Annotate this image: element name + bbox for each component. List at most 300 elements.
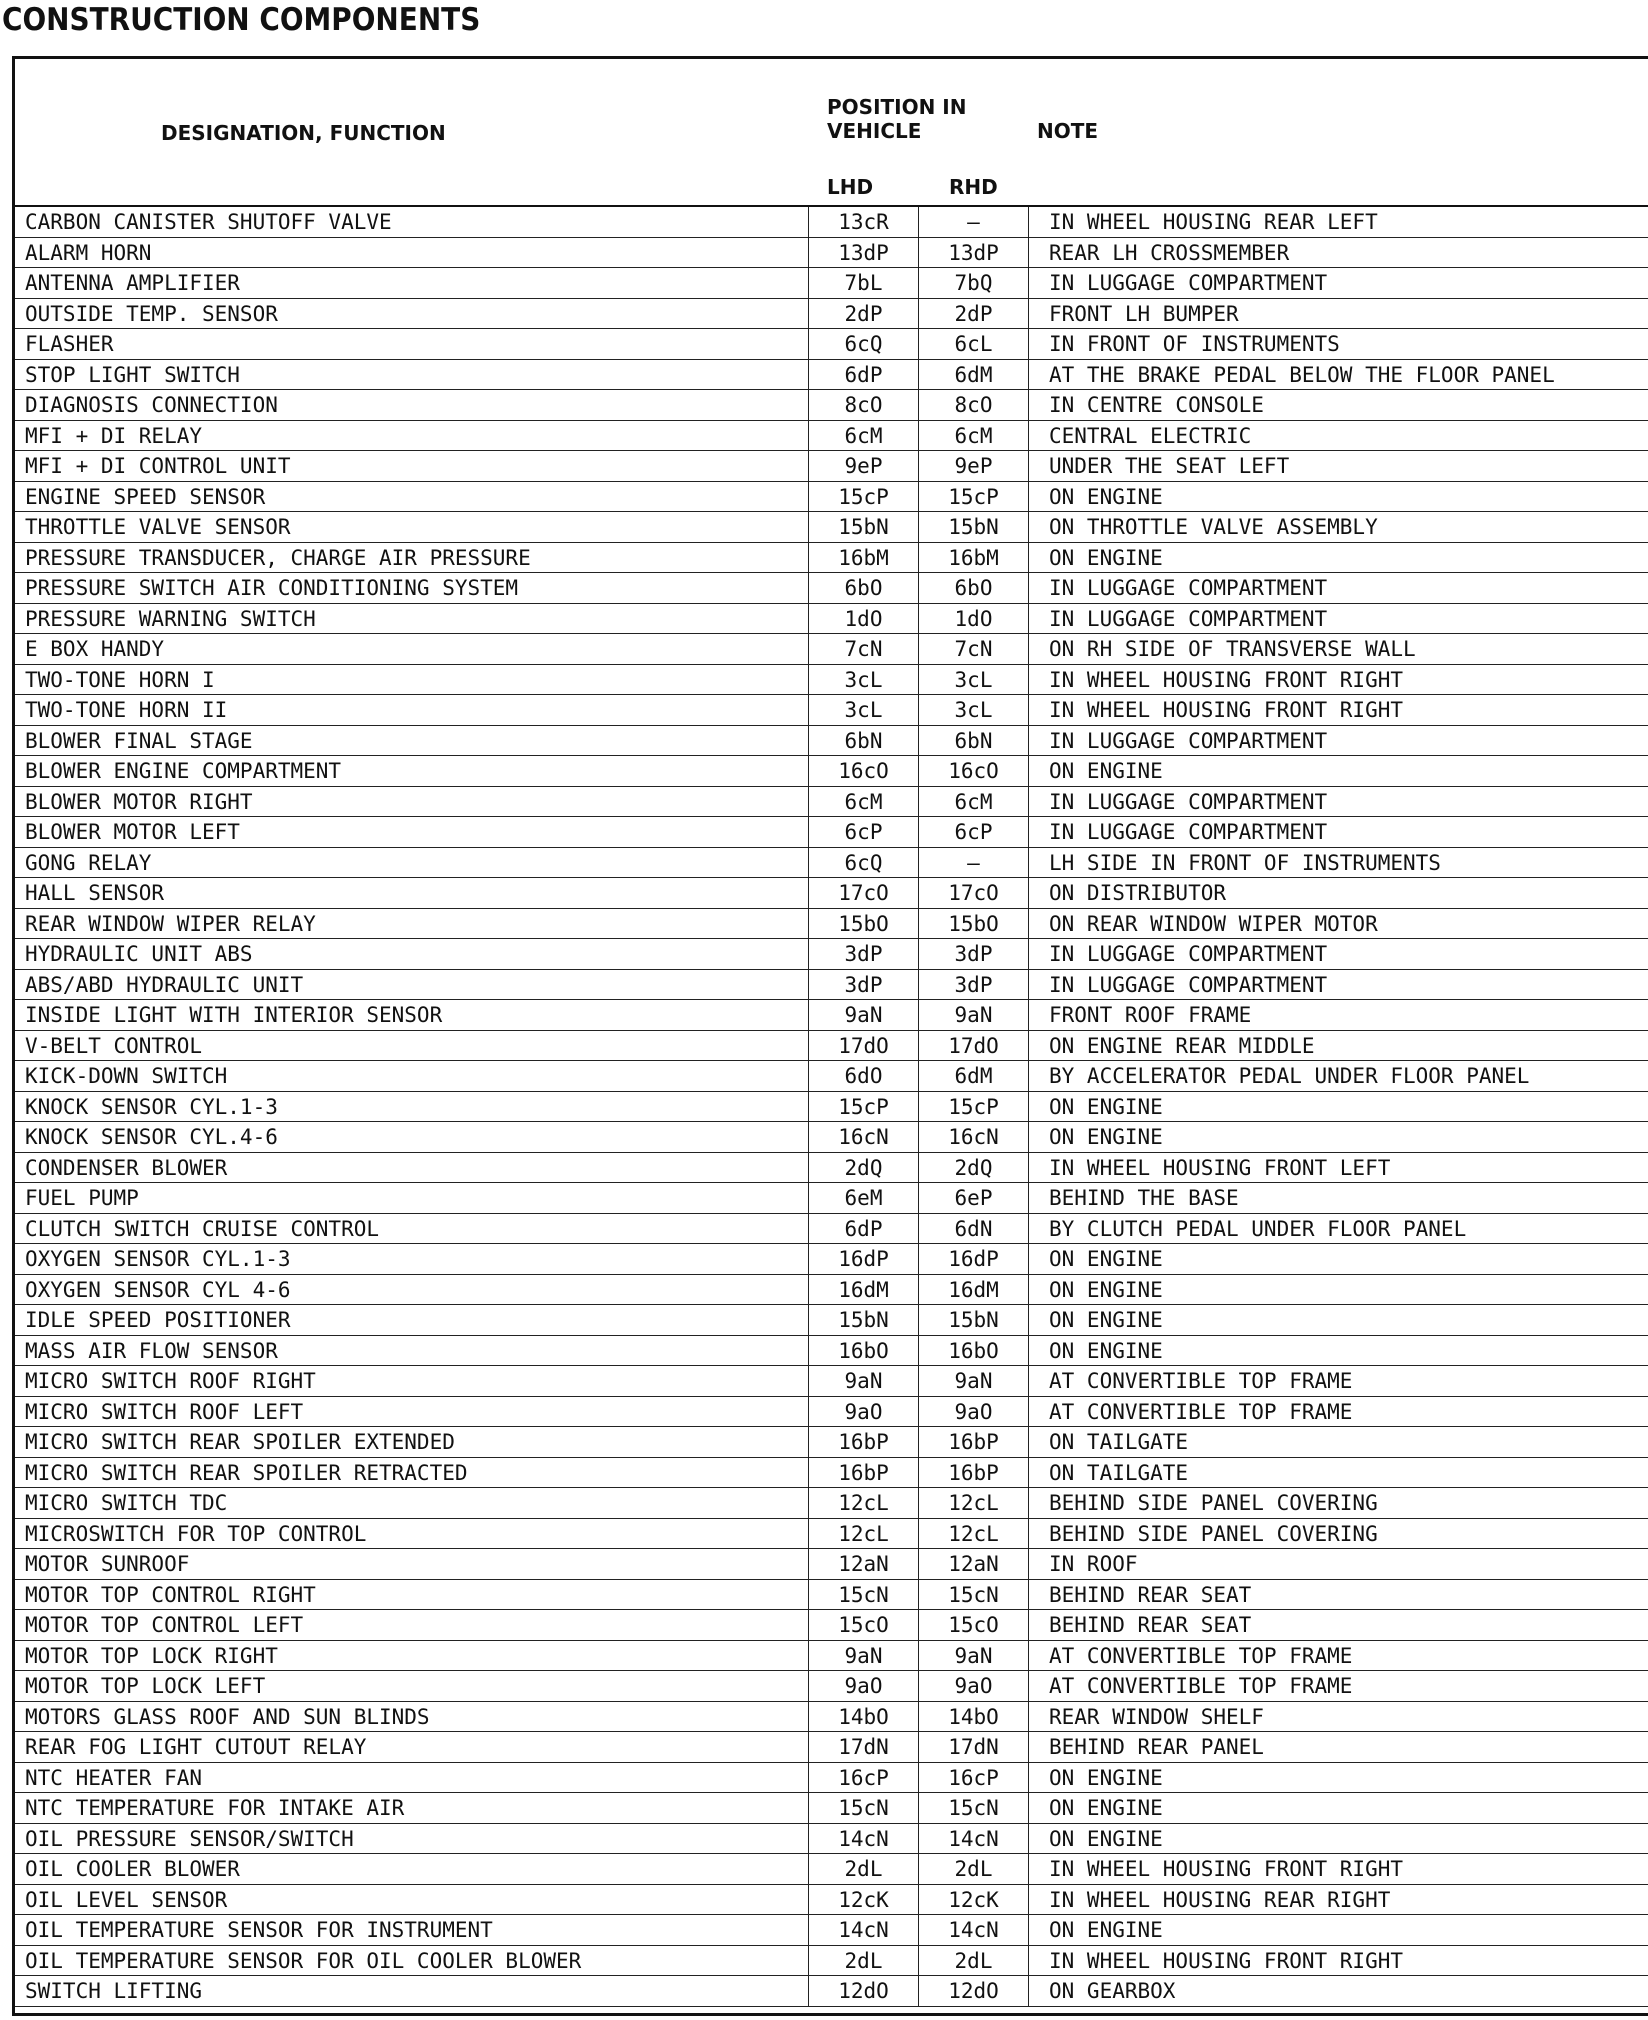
- note-cell: BEHIND REAR PANEL: [1028, 1732, 1648, 1762]
- designation-cell: NTC TEMPERATURE FOR INTAKE AIR: [25, 1796, 405, 1820]
- rhd-cell: 15cN: [918, 1580, 1028, 1610]
- designation-cell: PRESSURE SWITCH AIR CONDITIONING SYSTEM: [25, 576, 519, 600]
- note-cell: BY ACCELERATOR PEDAL UNDER FLOOR PANEL: [1028, 1061, 1648, 1091]
- rhd-cell: 2dQ: [918, 1153, 1028, 1183]
- rhd-cell: 6dM: [918, 1061, 1028, 1091]
- lhd-cell: 2dQ: [808, 1153, 918, 1183]
- designation-cell: TWO-TONE HORN I: [25, 667, 215, 692]
- lhd-cell: 14cN: [808, 1824, 918, 1854]
- table-row: [15, 1183, 1648, 1214]
- designation-cell: MOTORS GLASS ROOF AND SUN BLINDS: [25, 1704, 430, 1729]
- designation-cell: REAR FOG LIGHT CUTOUT RELAY: [25, 1735, 367, 1759]
- lhd-cell: 6cP: [808, 817, 918, 847]
- lhd-cell: 14bO: [808, 1702, 918, 1732]
- table-row: [15, 665, 1648, 696]
- table-row: [15, 1885, 1648, 1916]
- table-row: [15, 848, 1648, 879]
- note-cell: BEHIND REAR SEAT: [1028, 1610, 1648, 1640]
- lhd-cell: 16dP: [808, 1244, 918, 1274]
- note-cell: IN WHEEL HOUSING REAR LEFT: [1028, 207, 1648, 237]
- table-body: [15, 207, 1648, 2007]
- note-cell: ON ENGINE: [1028, 1244, 1648, 1274]
- lhd-cell: 17dN: [808, 1732, 918, 1762]
- note-cell: IN LUGGAGE COMPARTMENT: [1028, 268, 1648, 298]
- lhd-cell: 12dO: [808, 1976, 918, 2006]
- header-rhd: RHD: [949, 175, 998, 199]
- lhd-cell: 3cL: [808, 665, 918, 695]
- note-cell: ON DISTRIBUTOR: [1028, 878, 1648, 908]
- note-cell: ON ENGINE: [1028, 543, 1648, 573]
- note-cell: AT THE BRAKE PEDAL BELOW THE FLOOR PANEL: [1028, 360, 1648, 390]
- designation-cell: ALARM HORN: [25, 240, 152, 265]
- designation-cell: V-BELT CONTROL: [25, 1033, 203, 1058]
- table-row: [15, 1519, 1648, 1550]
- designation-cell: GONG RELAY: [25, 850, 152, 875]
- designation-cell: OIL COOLER BLOWER: [25, 1857, 240, 1881]
- designation-cell: TWO-TONE HORN II: [25, 698, 228, 722]
- lhd-cell: 9aO: [808, 1397, 918, 1427]
- note-cell: ON ENGINE: [1028, 1824, 1648, 1854]
- lhd-cell: 6cQ: [808, 848, 918, 878]
- rhd-cell: —: [918, 848, 1028, 878]
- rhd-cell: 16bO: [918, 1336, 1028, 1366]
- rhd-cell: 3cL: [918, 695, 1028, 725]
- note-cell: ON ENGINE REAR MIDDLE: [1028, 1031, 1648, 1061]
- rhd-cell: 2dP: [918, 299, 1028, 329]
- designation-cell: FUEL PUMP: [25, 1186, 139, 1210]
- note-cell: ON ENGINE: [1028, 1915, 1648, 1945]
- lhd-cell: 6cM: [808, 421, 918, 451]
- table-row: [15, 421, 1648, 452]
- note-cell: IN LUGGAGE COMPARTMENT: [1028, 970, 1648, 1000]
- rhd-cell: 17cO: [918, 878, 1028, 908]
- note-cell: ON RH SIDE OF TRANSVERSE WALL: [1028, 634, 1648, 664]
- table-row: [15, 207, 1648, 238]
- table-row: [15, 1915, 1648, 1946]
- rhd-cell: 3cL: [918, 665, 1028, 695]
- designation-cell: OIL PRESSURE SENSOR/SWITCH: [25, 1826, 354, 1851]
- rhd-cell: 12cK: [918, 1885, 1028, 1915]
- lhd-cell: 12cL: [808, 1519, 918, 1549]
- lhd-cell: 9aN: [808, 1366, 918, 1396]
- designation-cell: CLUTCH SWITCH CRUISE CONTROL: [25, 1216, 380, 1241]
- components-table: [12, 56, 1648, 2016]
- designation-cell: MICRO SWITCH ROOF RIGHT: [25, 1369, 316, 1393]
- table-row: [15, 1275, 1648, 1306]
- table-row: [15, 390, 1648, 421]
- note-cell: ON GEARBOX: [1028, 1976, 1648, 2006]
- rhd-cell: 6bO: [918, 573, 1028, 603]
- lhd-cell: 16dM: [808, 1275, 918, 1305]
- rhd-cell: 9aN: [918, 1000, 1028, 1030]
- note-cell: ON ENGINE: [1028, 1336, 1648, 1366]
- header-position: POSITION IN VEHICLE: [827, 95, 967, 143]
- rhd-cell: 15cP: [918, 1092, 1028, 1122]
- designation-cell: MICROSWITCH FOR TOP CONTROL: [25, 1521, 367, 1546]
- lhd-cell: 6cM: [808, 787, 918, 817]
- designation-cell: HYDRAULIC UNIT ABS: [25, 942, 253, 966]
- table-row: [15, 1366, 1648, 1397]
- table-row: [15, 695, 1648, 726]
- designation-cell: ANTENNA AMPLIFIER: [25, 271, 240, 295]
- lhd-cell: 13dP: [808, 238, 918, 268]
- designation-cell: PRESSURE TRANSDUCER, CHARGE AIR PRESSURE: [25, 545, 531, 570]
- table-row: [15, 1122, 1648, 1153]
- designation-cell: BLOWER ENGINE COMPARTMENT: [25, 759, 342, 783]
- table-row: [15, 1214, 1648, 1245]
- note-cell: UNDER THE SEAT LEFT: [1028, 451, 1648, 481]
- rhd-cell: 15bN: [918, 1305, 1028, 1335]
- table-row: [15, 909, 1648, 940]
- note-cell: LH SIDE IN FRONT OF INSTRUMENTS: [1028, 848, 1648, 878]
- designation-cell: OIL LEVEL SENSOR: [25, 1887, 228, 1912]
- note-cell: BY CLUTCH PEDAL UNDER FLOOR PANEL: [1028, 1214, 1648, 1244]
- designation-cell: CONDENSER BLOWER: [25, 1155, 228, 1180]
- designation-cell: HALL SENSOR: [25, 881, 165, 905]
- lhd-cell: 2dP: [808, 299, 918, 329]
- lhd-cell: 7cN: [808, 634, 918, 664]
- rhd-cell: 7bQ: [918, 268, 1028, 298]
- table-row: [15, 1305, 1648, 1336]
- rhd-cell: 14cN: [918, 1824, 1028, 1854]
- rhd-cell: 15bO: [918, 909, 1028, 939]
- table-row: [15, 634, 1648, 665]
- table-row: [15, 573, 1648, 604]
- note-cell: IN WHEEL HOUSING FRONT RIGHT: [1028, 1946, 1648, 1976]
- designation-cell: IDLE SPEED POSITIONER: [25, 1308, 291, 1332]
- note-cell: REAR WINDOW SHELF: [1028, 1702, 1648, 1732]
- lhd-cell: 15bN: [808, 1305, 918, 1335]
- lhd-cell: 12aN: [808, 1549, 918, 1579]
- rhd-cell: 16dM: [918, 1275, 1028, 1305]
- lhd-cell: 15cO: [808, 1610, 918, 1640]
- rhd-cell: 2dL: [918, 1946, 1028, 1976]
- rhd-cell: 8cO: [918, 390, 1028, 420]
- rhd-cell: 13dP: [918, 238, 1028, 268]
- lhd-cell: 15cP: [808, 482, 918, 512]
- note-cell: ON ENGINE: [1028, 1763, 1648, 1793]
- designation-cell: MASS AIR FLOW SENSOR: [25, 1338, 278, 1363]
- designation-cell: MICRO SWITCH REAR SPOILER RETRACTED: [25, 1460, 468, 1485]
- note-cell: AT CONVERTIBLE TOP FRAME: [1028, 1366, 1648, 1396]
- rhd-cell: 16bM: [918, 543, 1028, 573]
- table-row: [15, 817, 1648, 848]
- designation-cell: NTC HEATER FAN: [25, 1765, 203, 1790]
- designation-cell: THROTTLE VALVE SENSOR: [25, 515, 291, 539]
- designation-cell: ABS/ABD HYDRAULIC UNIT: [25, 972, 304, 997]
- rhd-cell: 6dM: [918, 360, 1028, 390]
- designation-cell: MOTOR TOP LOCK RIGHT: [25, 1643, 278, 1668]
- rhd-cell: 14cN: [918, 1915, 1028, 1945]
- lhd-cell: 16bP: [808, 1427, 918, 1457]
- designation-cell: KNOCK SENSOR CYL.4-6: [25, 1125, 278, 1149]
- header-lhd: LHD: [827, 175, 874, 199]
- lhd-cell: 15cN: [808, 1580, 918, 1610]
- table-row: [15, 1549, 1648, 1580]
- rhd-cell: 17dN: [918, 1732, 1028, 1762]
- rhd-cell: 15cO: [918, 1610, 1028, 1640]
- note-cell: ON ENGINE: [1028, 1305, 1648, 1335]
- rhd-cell: 6dN: [918, 1214, 1028, 1244]
- note-cell: ON REAR WINDOW WIPER MOTOR: [1028, 909, 1648, 939]
- note-cell: IN LUGGAGE COMPARTMENT: [1028, 939, 1648, 969]
- designation-cell: KICK-DOWN SWITCH: [25, 1064, 228, 1088]
- table-row: [15, 1153, 1648, 1184]
- rhd-cell: 6eP: [918, 1183, 1028, 1213]
- table-row: [15, 1671, 1648, 1702]
- table-row: [15, 451, 1648, 482]
- lhd-cell: 15bN: [808, 512, 918, 542]
- rhd-cell: 9eP: [918, 451, 1028, 481]
- rhd-cell: 9aO: [918, 1671, 1028, 1701]
- note-cell: IN LUGGAGE COMPARTMENT: [1028, 604, 1648, 634]
- table-row: [15, 1854, 1648, 1885]
- note-cell: IN LUGGAGE COMPARTMENT: [1028, 726, 1648, 756]
- note-cell: IN ROOF: [1028, 1549, 1648, 1579]
- designation-cell: MICRO SWITCH REAR SPOILER EXTENDED: [25, 1430, 455, 1454]
- note-cell: AT CONVERTIBLE TOP FRAME: [1028, 1397, 1648, 1427]
- rhd-cell: 9aN: [918, 1366, 1028, 1396]
- note-cell: AT CONVERTIBLE TOP FRAME: [1028, 1641, 1648, 1671]
- lhd-cell: 17cO: [808, 878, 918, 908]
- designation-cell: MFI + DI CONTROL UNIT: [25, 454, 291, 478]
- rhd-cell: 15bN: [918, 512, 1028, 542]
- table-row: [15, 1580, 1648, 1611]
- lhd-cell: 8cO: [808, 390, 918, 420]
- note-cell: IN LUGGAGE COMPARTMENT: [1028, 817, 1648, 847]
- note-cell: AT CONVERTIBLE TOP FRAME: [1028, 1671, 1648, 1701]
- rhd-cell: 6cL: [918, 329, 1028, 359]
- designation-cell: PRESSURE WARNING SWITCH: [25, 606, 316, 631]
- table-row: [15, 329, 1648, 360]
- note-cell: ON ENGINE: [1028, 756, 1648, 786]
- rhd-cell: 14bO: [918, 1702, 1028, 1732]
- lhd-cell: 9aO: [808, 1671, 918, 1701]
- table-row: [15, 1092, 1648, 1123]
- table-row: [15, 1244, 1648, 1275]
- note-cell: IN WHEEL HOUSING FRONT RIGHT: [1028, 695, 1648, 725]
- lhd-cell: 1dO: [808, 604, 918, 634]
- lhd-cell: 16bM: [808, 543, 918, 573]
- rhd-cell: 1dO: [918, 604, 1028, 634]
- lhd-cell: 2dL: [808, 1854, 918, 1884]
- rhd-cell: 6cM: [918, 421, 1028, 451]
- rhd-cell: 17dO: [918, 1031, 1028, 1061]
- designation-cell: MOTOR SUNROOF: [25, 1552, 190, 1576]
- designation-cell: OXYGEN SENSOR CYL 4-6: [25, 1277, 291, 1302]
- lhd-cell: 6bN: [808, 726, 918, 756]
- designation-cell: OIL TEMPERATURE SENSOR FOR INSTRUMENT: [25, 1918, 493, 1942]
- lhd-cell: 16cP: [808, 1763, 918, 1793]
- table-row: [15, 970, 1648, 1001]
- rhd-cell: 3dP: [918, 970, 1028, 1000]
- designation-cell: ENGINE SPEED SENSOR: [25, 484, 266, 509]
- designation-cell: FLASHER: [25, 332, 114, 356]
- rhd-cell: 16cN: [918, 1122, 1028, 1152]
- note-cell: IN CENTRE CONSOLE: [1028, 390, 1648, 420]
- rhd-cell: 16cO: [918, 756, 1028, 786]
- note-cell: IN WHEEL HOUSING FRONT RIGHT: [1028, 1854, 1648, 1884]
- note-cell: ON TAILGATE: [1028, 1427, 1648, 1457]
- lhd-cell: 17dO: [808, 1031, 918, 1061]
- rhd-cell: 7cN: [918, 634, 1028, 664]
- rhd-cell: 12cL: [918, 1488, 1028, 1518]
- lhd-cell: 6dP: [808, 1214, 918, 1244]
- rhd-cell: 9aN: [918, 1641, 1028, 1671]
- designation-cell: STOP LIGHT SWITCH: [25, 362, 240, 387]
- header-note: NOTE: [1037, 119, 1099, 143]
- designation-cell: KNOCK SENSOR CYL.1-3: [25, 1094, 278, 1119]
- rhd-cell: —: [918, 207, 1028, 237]
- table-row: [15, 1427, 1648, 1458]
- lhd-cell: 16bP: [808, 1458, 918, 1488]
- table-row: [15, 1061, 1648, 1092]
- table-row: [15, 1732, 1648, 1763]
- lhd-cell: 3dP: [808, 939, 918, 969]
- table-row: [15, 1488, 1648, 1519]
- table-row: [15, 1641, 1648, 1672]
- designation-cell: OXYGEN SENSOR CYL.1-3: [25, 1247, 291, 1271]
- note-cell: CENTRAL ELECTRIC: [1028, 421, 1648, 451]
- note-cell: REAR LH CROSSMEMBER: [1028, 238, 1648, 268]
- lhd-cell: 13cR: [808, 207, 918, 237]
- rhd-cell: 6cM: [918, 787, 1028, 817]
- designation-cell: BLOWER FINAL STAGE: [25, 728, 253, 753]
- table-row: [15, 482, 1648, 513]
- designation-cell: MOTOR TOP LOCK LEFT: [25, 1674, 266, 1698]
- table-row: [15, 1702, 1648, 1733]
- table-row: [15, 939, 1648, 970]
- rhd-cell: 16cP: [918, 1763, 1028, 1793]
- table-row: [15, 1336, 1648, 1367]
- lhd-cell: 6eM: [808, 1183, 918, 1213]
- note-cell: FRONT LH BUMPER: [1028, 299, 1648, 329]
- rhd-cell: 2dL: [918, 1854, 1028, 1884]
- rhd-cell: 6cP: [918, 817, 1028, 847]
- designation-cell: MOTOR TOP CONTROL LEFT: [25, 1613, 304, 1637]
- lhd-cell: 6bO: [808, 573, 918, 603]
- rhd-cell: 16bP: [918, 1427, 1028, 1457]
- table-header: [15, 59, 1648, 207]
- lhd-cell: 14cN: [808, 1915, 918, 1945]
- table-row: [15, 1000, 1648, 1031]
- designation-cell: OUTSIDE TEMP. SENSOR: [25, 301, 278, 326]
- designation-cell: E BOX HANDY: [25, 637, 165, 661]
- designation-cell: BLOWER MOTOR LEFT: [25, 820, 240, 844]
- table-row: [15, 726, 1648, 757]
- lhd-cell: 9aN: [808, 1641, 918, 1671]
- note-cell: IN WHEEL HOUSING FRONT RIGHT: [1028, 665, 1648, 695]
- designation-cell: MICRO SWITCH ROOF LEFT: [25, 1399, 304, 1424]
- note-cell: ON TAILGATE: [1028, 1458, 1648, 1488]
- table-row: [15, 1824, 1648, 1855]
- table-row: [15, 1458, 1648, 1489]
- designation-cell: INSIDE LIGHT WITH INTERIOR SENSOR: [25, 1003, 443, 1027]
- lhd-cell: 16cO: [808, 756, 918, 786]
- table-row: [15, 1763, 1648, 1794]
- lhd-cell: 12cL: [808, 1488, 918, 1518]
- header-designation: DESIGNATION, FUNCTION: [161, 121, 446, 145]
- designation-cell: OIL TEMPERATURE SENSOR FOR OIL COOLER BLOWER: [25, 1948, 582, 1973]
- lhd-cell: 3dP: [808, 970, 918, 1000]
- lhd-cell: 15cP: [808, 1092, 918, 1122]
- lhd-cell: 6cQ: [808, 329, 918, 359]
- designation-cell: MOTOR TOP CONTROL RIGHT: [25, 1582, 316, 1607]
- table-row: [15, 543, 1648, 574]
- rhd-cell: 15cN: [918, 1793, 1028, 1823]
- table-row: [15, 299, 1648, 330]
- designation-cell: MICRO SWITCH TDC: [25, 1491, 228, 1515]
- note-cell: ON ENGINE: [1028, 1275, 1648, 1305]
- lhd-cell: 16cN: [808, 1122, 918, 1152]
- rhd-cell: 16dP: [918, 1244, 1028, 1274]
- rhd-cell: 15cP: [918, 482, 1028, 512]
- lhd-cell: 6dP: [808, 360, 918, 390]
- designation-cell: SWITCH LIFTING: [25, 1979, 203, 2003]
- note-cell: IN LUGGAGE COMPARTMENT: [1028, 787, 1648, 817]
- lhd-cell: 16bO: [808, 1336, 918, 1366]
- note-cell: BEHIND SIDE PANEL COVERING: [1028, 1488, 1648, 1518]
- table-row: [15, 238, 1648, 269]
- table-row: [15, 360, 1648, 391]
- rhd-cell: 12aN: [918, 1549, 1028, 1579]
- note-cell: IN FRONT OF INSTRUMENTS: [1028, 329, 1648, 359]
- note-cell: BEHIND SIDE PANEL COVERING: [1028, 1519, 1648, 1549]
- table-row: [15, 787, 1648, 818]
- note-cell: IN LUGGAGE COMPARTMENT: [1028, 573, 1648, 603]
- lhd-cell: 15bO: [808, 909, 918, 939]
- table-row: [15, 1793, 1648, 1824]
- designation-cell: BLOWER MOTOR RIGHT: [25, 789, 253, 814]
- table-row: [15, 1031, 1648, 1062]
- lhd-cell: 2dL: [808, 1946, 918, 1976]
- table-row: [15, 878, 1648, 909]
- designation-cell: CARBON CANISTER SHUTOFF VALVE: [25, 210, 392, 234]
- page-title: CONSTRUCTION COMPONENTS: [2, 2, 481, 38]
- table-row: [15, 756, 1648, 787]
- note-cell: ON ENGINE: [1028, 1122, 1648, 1152]
- rhd-cell: 9aO: [918, 1397, 1028, 1427]
- lhd-cell: 6dO: [808, 1061, 918, 1091]
- note-cell: BEHIND THE BASE: [1028, 1183, 1648, 1213]
- table-row: [15, 1397, 1648, 1428]
- rhd-cell: 16bP: [918, 1458, 1028, 1488]
- lhd-cell: 9eP: [808, 451, 918, 481]
- note-cell: IN WHEEL HOUSING FRONT LEFT: [1028, 1153, 1648, 1183]
- table-row: [15, 1610, 1648, 1641]
- designation-cell: REAR WINDOW WIPER RELAY: [25, 911, 316, 936]
- note-cell: ON ENGINE: [1028, 482, 1648, 512]
- note-cell: BEHIND REAR SEAT: [1028, 1580, 1648, 1610]
- rhd-cell: 6bN: [918, 726, 1028, 756]
- table-row: [15, 268, 1648, 299]
- lhd-cell: 9aN: [808, 1000, 918, 1030]
- rhd-cell: 12dO: [918, 1976, 1028, 2006]
- rhd-cell: 3dP: [918, 939, 1028, 969]
- note-cell: ON THROTTLE VALVE ASSEMBLY: [1028, 512, 1648, 542]
- rhd-cell: 12cL: [918, 1519, 1028, 1549]
- table-row: [15, 1946, 1648, 1977]
- designation-cell: MFI + DI RELAY: [25, 423, 203, 448]
- lhd-cell: 7bL: [808, 268, 918, 298]
- lhd-cell: 12cK: [808, 1885, 918, 1915]
- note-cell: FRONT ROOF FRAME: [1028, 1000, 1648, 1030]
- note-cell: ON ENGINE: [1028, 1793, 1648, 1823]
- note-cell: IN WHEEL HOUSING REAR RIGHT: [1028, 1885, 1648, 1915]
- lhd-cell: 3cL: [808, 695, 918, 725]
- note-cell: ON ENGINE: [1028, 1092, 1648, 1122]
- lhd-cell: 15cN: [808, 1793, 918, 1823]
